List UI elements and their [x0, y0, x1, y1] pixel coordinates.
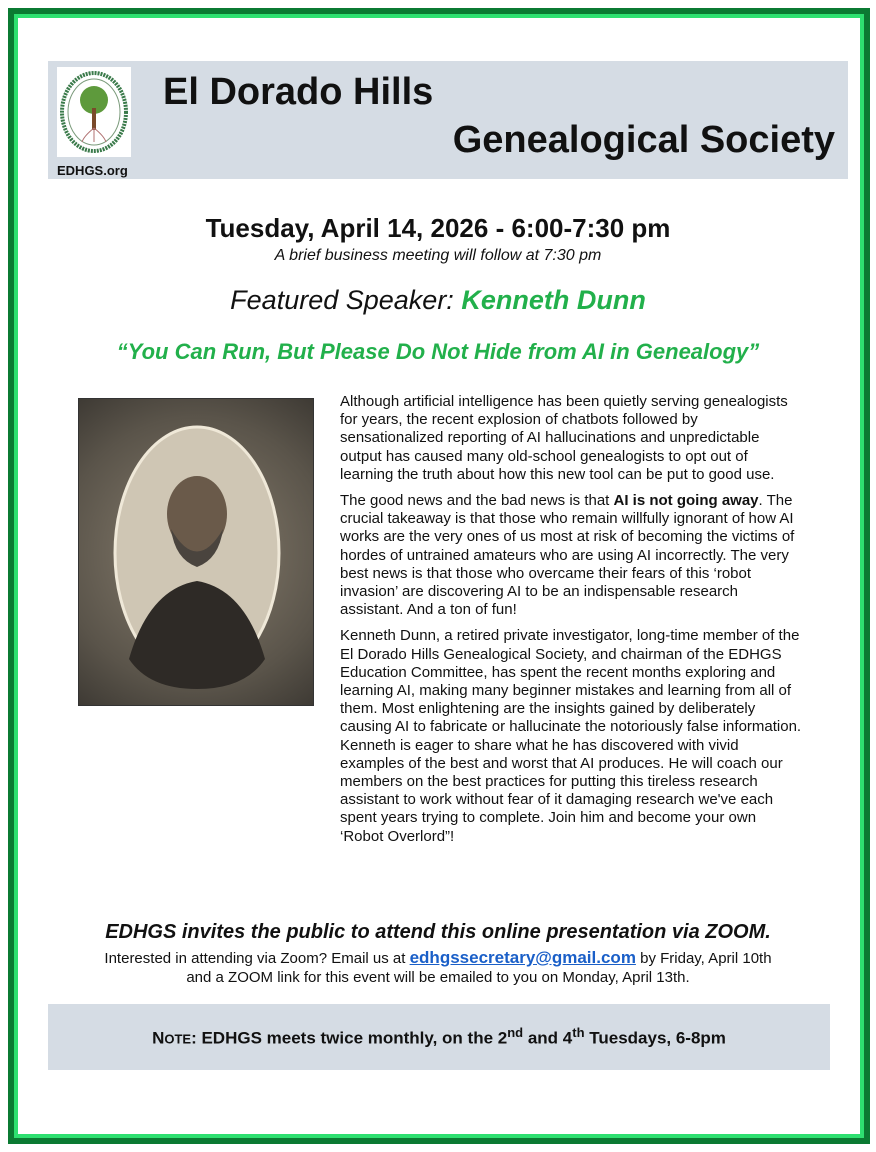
zoom-instructions: Interested in attending via Zoom? Email us at edhgssecretary@gmail.com by Friday, April 10th and a ZOOM link for this event will be emailed to you on Monday, April 13th. — [104, 948, 772, 986]
event-date: Tuesday, April 14, 2026 - 6:00-7:30 pm — [205, 213, 671, 243]
email-link[interactable]: edhgssecretary@gmail.com — [409, 948, 636, 967]
talk-title: “You Can Run, But Please Do Not Hide from AI in Genealogy” — [116, 339, 760, 364]
society-logo — [57, 67, 131, 157]
speaker-label: Featured Speaker: — [230, 285, 454, 315]
speaker-portrait-photo — [78, 398, 314, 706]
title-line-2: Genealogical Society — [452, 119, 835, 161]
title-line-1: El Dorado Hills — [163, 71, 434, 113]
website-url: EDHGS.org — [57, 163, 128, 178]
paragraph-3: Kenneth Dunn, a retired private investigator, long-time member of the El Dorado Hills Genealogical Society, and chairman of the EDHGS Education Committee, has spent the recent months exploring and learning AI, making many beginner mistakes and learning from all of them. Most enlightening are the insights gained by deliberately causing AI to fabricate or hallucinate the notoriously false information. Kenneth is eager to share what he has discovered with vivid examples of the best and worst that AI produces. He will coach our members on the best practices for putting this tireless research assistant to work without fear of it damaging research we've each spent years trying to complete. Join him and become your own ‘Robot Overlord”! — [340, 627, 802, 845]
featured-speaker — [0, 285, 876, 316]
meeting-schedule-note: NOTE: EDHGS meets twice monthly, on the 2nd and 4th Tuesdays, 6-8pm — [48, 1004, 830, 1070]
zoom-invite: EDHGS invites the public to attend this online presentation via ZOOM. — [105, 921, 771, 943]
paragraph-2: The good news and the bad news is that AI is not going away. The crucial takeaway is that those who remain willfully ignorant of how AI works are the very ones of us most at risk of becoming the victims of hordes of untrained amateurs who are using AI incorrectly. The very best news is that those who overcame their fears of this ‘robot invasion’ are discovering AI to be an indispensable research assistant. And a ton of fun! — [340, 492, 795, 619]
speaker-name: Kenneth Dunn — [461, 285, 646, 315]
header-banner — [48, 61, 848, 179]
paragraph-1: Although artificial intelligence has been quietly serving genealogists for years, the recent explosion of chatbots followed by sensationalized reporting of AI hallucinations and unpredictable output has caused many old-school genealogists to opt out of learning the truth about how this new tool can be put to good use. — [340, 393, 788, 483]
description — [340, 393, 802, 854]
business-meeting-note: A brief business meeting will follow at 7:30 pm — [274, 247, 602, 264]
